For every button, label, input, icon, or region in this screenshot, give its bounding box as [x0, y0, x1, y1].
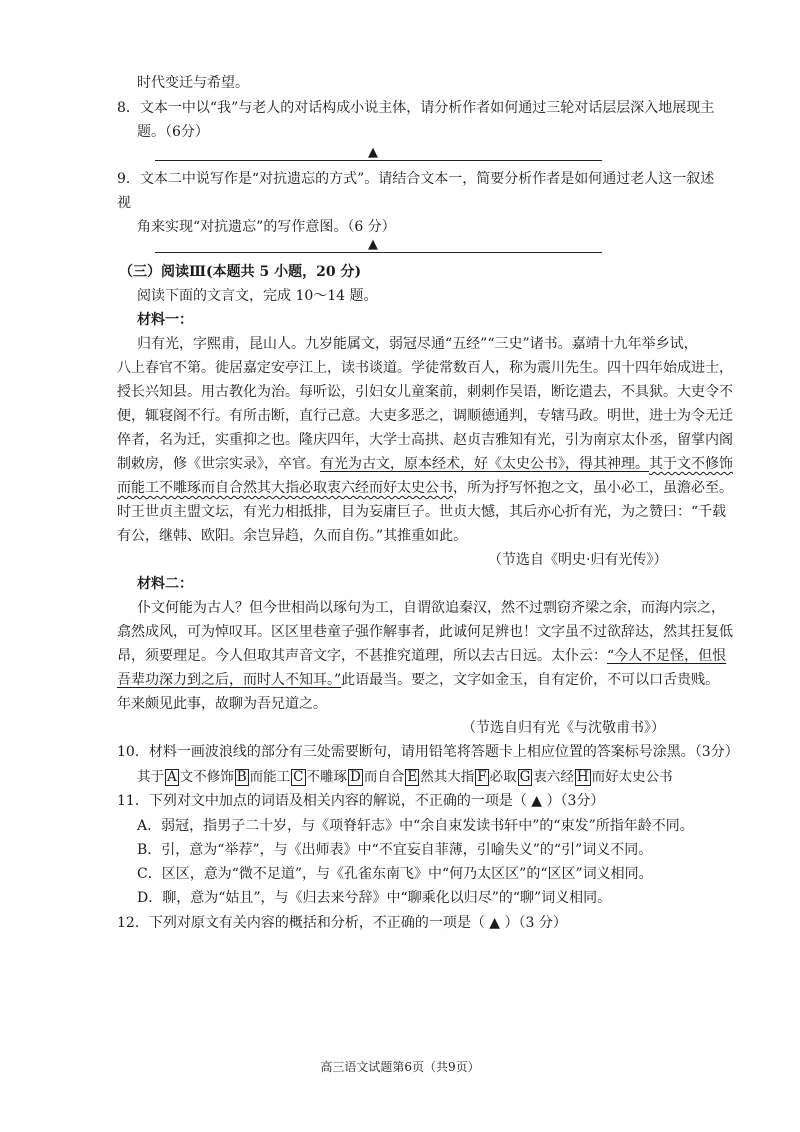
page-footer: 高三语文试题第6页（共9页） — [320, 1060, 480, 1074]
question-11: 11．下列对文中加点的词语及相关内容的解说，不正确的一项是（ ▲ ）（3分） — [117, 793, 605, 809]
passage-line: 时王世贞主盟文坛，有光力相抵排，目为妄庸巨子。世贞大憾，其后亦心折有光，为之赞曰：“千载 — [117, 504, 727, 520]
q10-options — [137, 768, 673, 786]
passage-line: 便，辄寝阁不行。有所击断，直行己意。大吏多恶之，调顺德通判，专辖马政。明世，进士为令无迁 — [117, 408, 733, 424]
passage-line — [117, 671, 719, 689]
option-box-d[interactable]: D — [350, 769, 361, 785]
material-1-label: 材料一： — [137, 312, 193, 328]
passage-line: 八上春官不第。徙居嘉定安亭江上，读书谈道。学徒常数百人，称为震川先生。四十四年始成进士， — [117, 360, 733, 376]
source-citation: （节选自《明史·归有光传》） — [488, 552, 668, 568]
passage-line: 归有光，字熙甫，昆山人。九岁能属文，弱冠尽通“五经”“三史”诸书。嘉靖十九年举乡试， — [137, 336, 698, 352]
question-8: 8．文本一中以“我”与老人的对话构成小说主体，请分析作者如何通过三轮对话层层深入地展现主 — [117, 100, 715, 116]
q10-prefix: 其于 — [137, 769, 164, 785]
question-9: 9．文本二中说写作是“对抗遗忘的方式”。请结合文本一，简要分析作者是如何通过老人这一叙述 — [117, 171, 715, 187]
text-line: 题。（6分） — [137, 124, 209, 140]
option-text: 而自合 — [363, 769, 405, 785]
option-text: 而好太史公书 — [591, 769, 673, 785]
underlined-sentence: 有光为古文，原本经术，好《太史公书》，得其神理。 — [320, 456, 649, 472]
source-citation: （节选自归有光《与沈敬甫书》） — [462, 720, 665, 736]
text-line: 时代变迁与希望。 — [137, 75, 249, 91]
section-heading: （三）阅读Ⅲ(本题共 5 小题，20 分) — [119, 264, 362, 280]
passage-line — [117, 647, 726, 665]
passage-line: 仆文何能为古人？但今世相尚以琢句为工，自谓欲追秦汉，然不过剽窃齐梁之余，而海内宗之， — [137, 600, 725, 616]
passage-line — [117, 479, 733, 497]
section-instruction: 阅读下面的文言文，完成 10～14 题。 — [137, 288, 378, 304]
passage-text: 此语最当。要之，文字如金玉，自有定价，不可以口舌贵贱。 — [341, 672, 720, 688]
option-text: 不雕琢 — [306, 769, 348, 785]
wavy-underline-sentence: 其于文不修饰 — [649, 456, 733, 472]
choice-b: B．引，意为“举荐”，与《出师表》中“不宜妄自菲薄，引喻失义”的“引”词义不同。 — [137, 842, 653, 858]
option-box-g[interactable]: G — [519, 769, 531, 785]
option-text: 必取 — [489, 769, 517, 785]
passage-text: 昂，须要理足。今人但取其声音文字，不甚推究道理，所以去古日远。太仆云： — [117, 648, 607, 664]
question-10: 10．材料一画波浪线的部分有三处需要断句，请用铅笔将答题卡上相应位置的答案标号涂黑。（3分） — [117, 744, 739, 760]
underlined-sentence: 吾辈功深力到之后，而时人不知耳。” — [117, 672, 342, 688]
wavy-underline-sentence: 而能工不雕琢而自合然其大指必取衷六经而好太史公书 — [117, 480, 453, 496]
choice-a: A．弱冠，指男子二十岁，与《项脊轩志》中“余自束发读书轩中”的“束发”所指年龄不同。 — [137, 818, 694, 834]
option-box-e[interactable]: E — [407, 769, 418, 785]
passage-text: ，所为抒写怀抱之文，虽小必工，虽澹必至。 — [453, 480, 733, 496]
choice-c: C．区区，意为“微不足道”，与《孔雀东南飞》中“何乃太区区”的“区区”词义相同。 — [137, 866, 653, 882]
option-box-f[interactable]: F — [477, 769, 487, 785]
answer-line — [155, 160, 602, 161]
underlined-sentence: “今人不足怪，但恨 — [607, 648, 727, 664]
passage-text: 制敕房，修《世宗实录》，卒官。 — [117, 456, 320, 472]
passage-line: 年来颇见此事，故聊为吾兄道之。 — [117, 696, 327, 712]
answer-line — [155, 252, 602, 253]
text-line: 视 — [117, 195, 131, 211]
option-text: 而能工 — [249, 769, 291, 785]
option-box-c[interactable]: C — [293, 769, 304, 785]
option-box-b[interactable]: B — [236, 769, 247, 785]
option-box-h[interactable]: H — [576, 769, 589, 785]
answer-marker-icon: ▲ — [368, 145, 378, 160]
passage-line: 有公，继韩、欧阳。余岂异趋，久而自伤。”其推重如此。 — [117, 528, 468, 544]
material-2-label: 材料二： — [137, 576, 193, 592]
option-text: 然其大指 — [420, 769, 475, 785]
passage-line — [117, 455, 733, 473]
answer-marker-icon: ▲ — [368, 237, 378, 252]
option-text: 衷六经 — [533, 769, 574, 785]
choice-d: D．聊，意为“姑且”，与《归去来兮辞》中“聊乘化以归尽”的“聊”词义相同。 — [137, 890, 612, 906]
question-12: 12．下列对原文有关内容的概括和分析，不正确的一项是（ ▲ ）（3 分） — [117, 915, 567, 931]
option-text: 文不修饰 — [179, 769, 234, 785]
passage-line: 倅者，名为迁，实重抑之也。隆庆四年，大学士高拱、赵贞吉雅知有光，引为南京太仆丞，留掌内阁 — [117, 432, 733, 448]
option-box-a[interactable]: A — [167, 769, 177, 785]
text-line: 角来实现“对抗遗忘”的写作意图。（6 分） — [137, 219, 396, 235]
passage-line: 翕然成风，可为悼叹耳。区区里巷童子强作解事者，此诚何足辨也！文字虽不过欲辞达，然其抂复低 — [117, 624, 733, 640]
passage-line: 授长兴知县。用古教化为治。每听讼，引妇女儿童案前，刺刺作吴语，断讫遣去，不具狱。大吏令不 — [117, 384, 733, 400]
